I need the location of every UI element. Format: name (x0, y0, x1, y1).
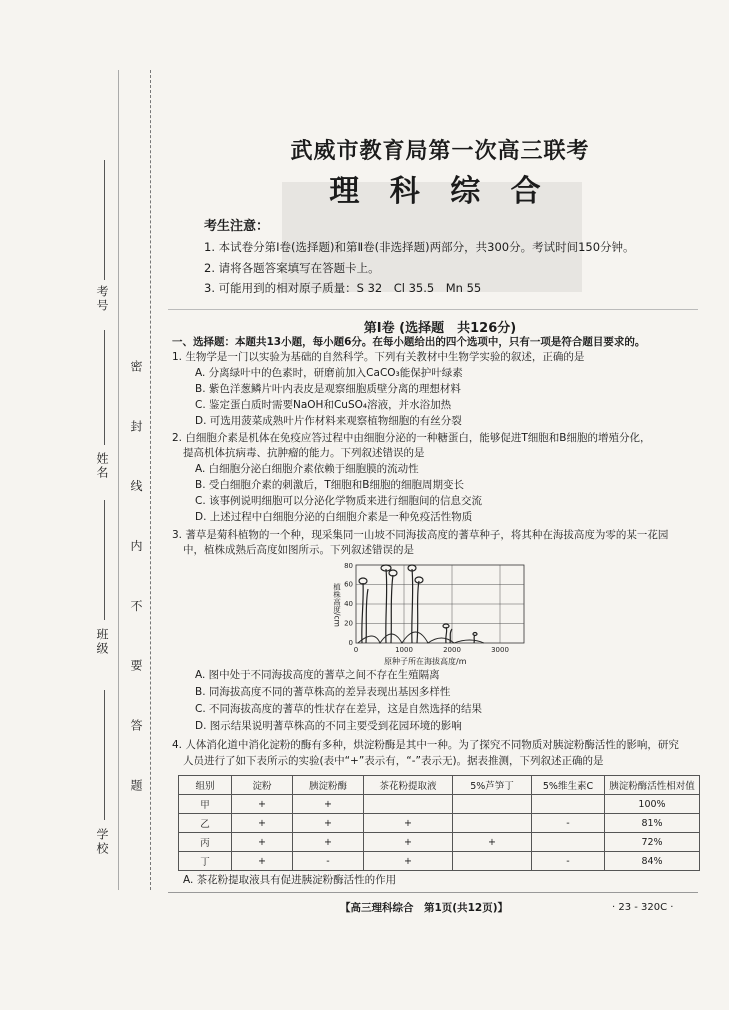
y-tick-80: 80 (344, 562, 353, 570)
y-tick-60: 60 (344, 580, 353, 589)
table-cell: + (364, 852, 453, 871)
name-label: 姓名 (95, 452, 109, 480)
table-header-cell: 5%芦笋丁 (453, 776, 532, 795)
subject-title: 理 科 综 合 (329, 174, 551, 209)
q4-stem: 4. 人体消化道中消化淀粉的酶有多种，烘淀粉酶是其中一种。为了探究不同物质对胰淀粉酶活性的影响，研究 (172, 739, 679, 751)
school-field (104, 690, 105, 820)
axis-grid (356, 565, 524, 643)
table-cell: 丁 (179, 852, 232, 871)
table-cell: + (232, 833, 293, 852)
y-tick-0: 0 (348, 639, 353, 647)
table-cell: + (293, 833, 364, 852)
table-cell (453, 795, 532, 814)
q3-stem-cont: 中，植株成熟后高度如图所示。下列叙述错误的是 (183, 544, 414, 556)
class-label: 班级 (95, 628, 109, 656)
x-axis-title: 原种子所在海拔高度/m (384, 657, 467, 666)
seal-notice: 密 封 线 内 不 要 答 题 (129, 360, 143, 813)
q1-stem: 1. 生物学是一门以实验为基础的自然科学。下列有关教材中生物学实验的叙述，正确的是 (172, 351, 585, 363)
q3-stem: 3. 蓍草是菊科植物的一个种，现采集同一山坡不同海拔高度的蓍草种子，将其种在海拔高度为零的某一花园 (172, 529, 669, 541)
section-instruction: 一、选择题：本题共13小题，每小题6分。在每小题给出的四个选项中，只有一项是符合题目要求的。 (172, 336, 646, 348)
exam-number-label: 考号 (95, 285, 109, 313)
x-tick-0: 0 (353, 646, 359, 654)
class-field (104, 500, 105, 620)
q2-option-b: B. 受白细胞介素的刺激后，T细胞和B细胞的细胞周期变长 (195, 479, 464, 491)
seal-dashed-line (150, 70, 152, 890)
table-header-row (179, 776, 700, 795)
table-cell (532, 795, 605, 814)
q3-option-b: B. 同海拔高度不同的蓍草株高的差异表现出基因多样性 (195, 686, 451, 698)
table-row (179, 795, 700, 814)
table-cell (453, 814, 532, 833)
section-title: 第Ⅰ卷 (选择题 共126分) (363, 321, 517, 336)
y-axis-title: 植株高度/cm (332, 583, 342, 627)
table-cell: 72% (605, 833, 700, 852)
q1-option-c: C. 鉴定蛋白质时需要NaOH和CuSO₄溶液，并水浴加热 (195, 399, 452, 411)
table-cell: + (232, 852, 293, 871)
q2-option-d: D. 上述过程中白细胞分泌的白细胞介素是一种免疫活性物质 (195, 511, 473, 523)
y-tick-20: 20 (344, 619, 353, 628)
table-cell: - (293, 852, 364, 871)
table-header-cell: 淀粉 (232, 776, 293, 795)
table-cell: + (293, 795, 364, 814)
table-cell: 81% (605, 814, 700, 833)
notice-heading: 考生注意： (204, 219, 270, 234)
exam-number-field (104, 160, 105, 280)
table-cell: 乙 (179, 814, 232, 833)
q2-stem-cont: 提高机体抗病毒、抗肿瘤的能力。下列叙述错误的是 (183, 447, 425, 459)
paper-code: · 23 - 320C · (612, 902, 674, 913)
table-row (179, 814, 700, 833)
plant-height-figure (324, 561, 534, 671)
q3-option-c: C. 不同海拔高度的蓍草的性状存在差异，这是自然选择的结果 (195, 703, 483, 715)
table-cell (364, 795, 453, 814)
table-cell (453, 852, 532, 871)
table-cell: 100% (605, 795, 700, 814)
table-header-cell: 胰淀粉酶 (293, 776, 364, 795)
exam-title: 武威市教育局第一次高三联考 (290, 138, 590, 164)
table-header-cell: 茶花粉提取液 (364, 776, 453, 795)
y-tick-40: 40 (344, 600, 353, 608)
table-header-cell: 胰淀粉酶活性相对值 (605, 776, 700, 795)
table-cell: + (364, 814, 453, 833)
notice-item-2: 2. 请将各题答案填写在答题卡上。 (204, 261, 380, 275)
table-cell: 丙 (179, 833, 232, 852)
notice-item-3: 3. 可能用到的相对原子质量：S 32 Cl 35.5 Mn 55 (204, 281, 482, 295)
q1-option-d: D. 可选用菠菜成熟叶片作材料来观察植物细胞的有丝分裂 (195, 415, 462, 427)
table-cell: 甲 (179, 795, 232, 814)
table-cell: + (293, 814, 364, 833)
table-cell (532, 833, 605, 852)
table-cell: + (364, 833, 453, 852)
binding-line (118, 70, 120, 890)
q2-stem: 2. 白细胞介素是机体在免疫应答过程中由细胞分泌的一种糖蛋白，能够促进T细胞和B细胞的增殖分化， (172, 432, 651, 444)
table-cell: + (232, 814, 293, 833)
q1-option-a: A. 分离绿叶中的色素时，研磨前加入CaCO₃能保护叶绿素 (195, 367, 463, 379)
table-header-cell: 5%维生素C (532, 776, 605, 795)
q3-option-d: D. 图示结果说明蓍草株高的不同主要受到花园环境的影响 (195, 720, 462, 732)
table-cell: - (532, 814, 605, 833)
table-cell: + (232, 795, 293, 814)
x-tick-3000: 3000 (491, 646, 509, 654)
table-row (179, 833, 700, 852)
table-header-cell: 组别 (179, 776, 232, 795)
x-tick-1000: 1000 (395, 646, 413, 654)
footer-divider (168, 892, 698, 893)
q2-option-c: C. 该事例说明细胞可以分泌化学物质来进行细胞间的信息交流 (195, 495, 483, 507)
x-tick-2000: 2000 (443, 646, 461, 654)
q2-option-a: A. 白细胞分泌白细胞介素依赖于细胞膜的流动性 (195, 463, 419, 475)
name-field (104, 330, 105, 445)
q3-option-a: A. 图中处于不同海拔高度的蓍草之间不存在生殖隔离 (195, 669, 440, 681)
school-label: 学校 (95, 828, 109, 856)
table-row (179, 852, 700, 871)
table-cell: 84% (605, 852, 700, 871)
section-divider (168, 309, 698, 310)
table-cell: - (532, 852, 605, 871)
experiment-table (178, 775, 700, 871)
q4-stem-cont: 人员进行了如下表所示的实验(表中“+”表示有，“-”表示无)。据表推测，下列叙述正确的是 (183, 755, 604, 767)
table-cell: + (453, 833, 532, 852)
notice-item-1: 1. 本试卷分第Ⅰ卷(选择题)和第Ⅱ卷(非选择题)两部分，共300分。考试时间150分钟。 (204, 240, 635, 254)
q1-option-b: B. 紫色洋葱鳞片叶内表皮是观察细胞质壁分离的理想材料 (195, 383, 461, 395)
page-footer: 【高三理科综合 第1页(共12页)】 (340, 902, 509, 914)
q4-option-a: A. 茶花粉提取液具有促进胰淀粉酶活性的作用 (183, 874, 397, 886)
